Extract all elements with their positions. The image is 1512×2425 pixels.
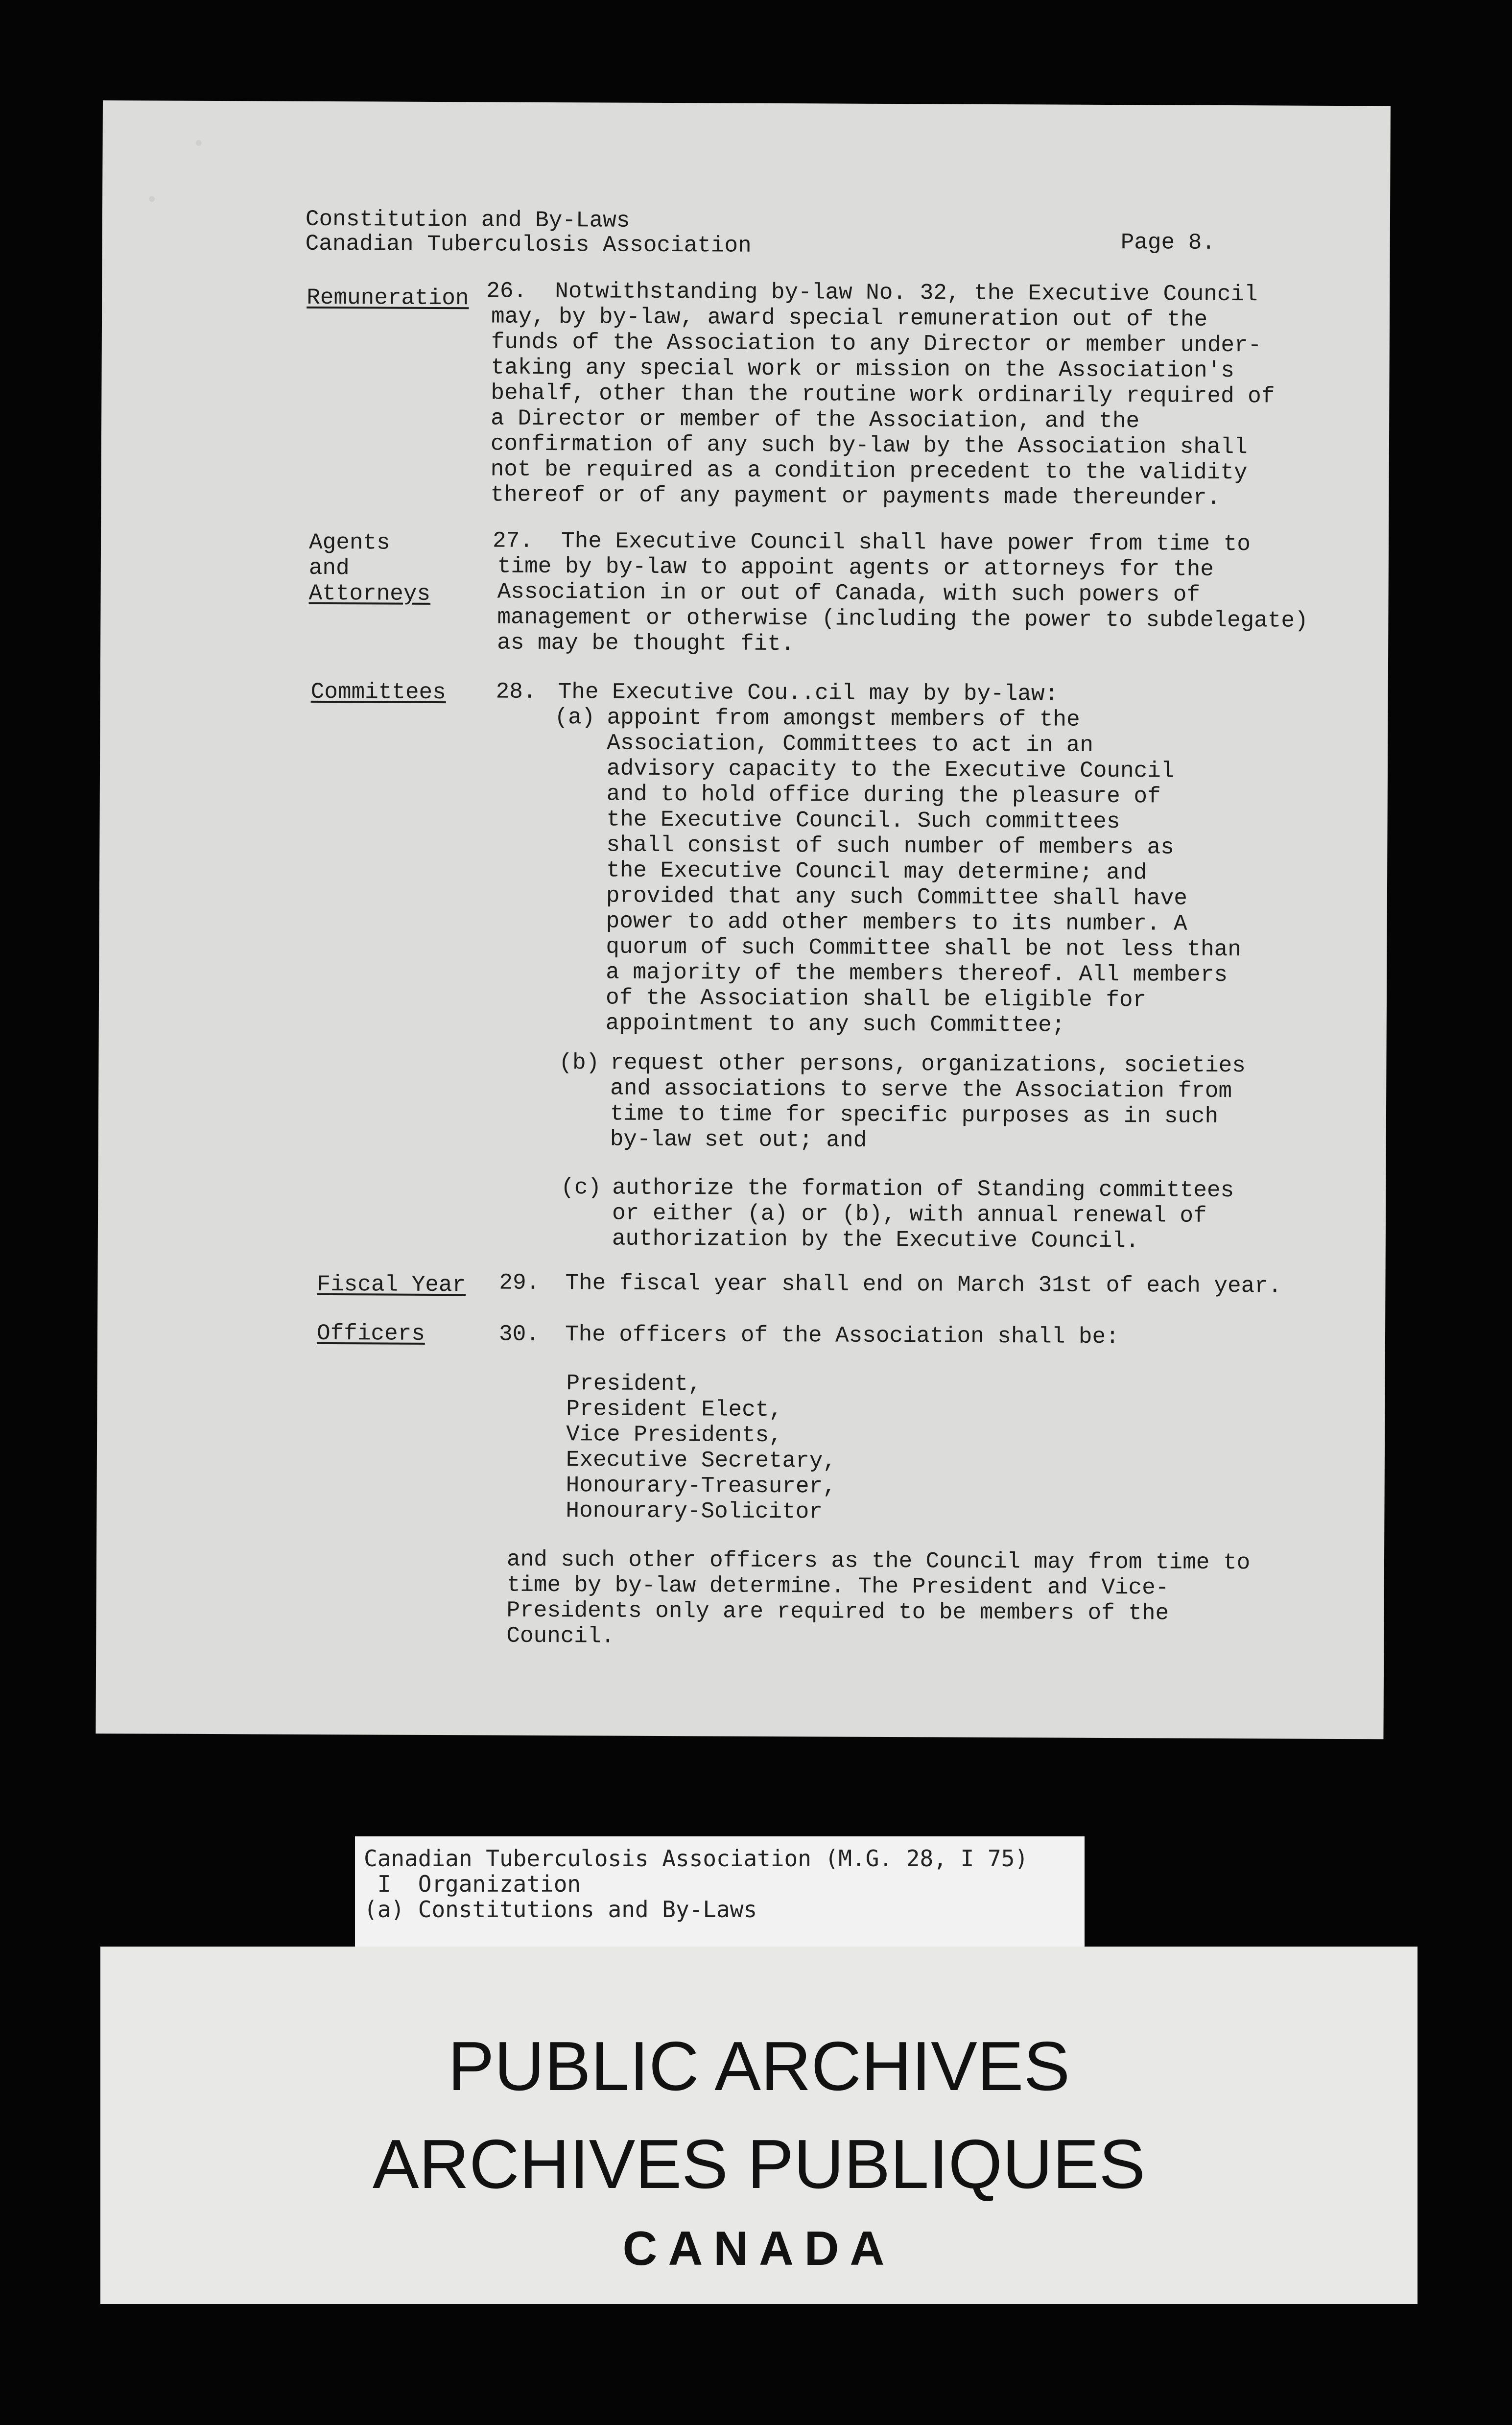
item-text: request other persons, organizations, societies and associations to serve the Association from time to time for specific purposes as in such by-law set out; and	[610, 1050, 1246, 1153]
officer-item: Vice Presidents,	[566, 1422, 782, 1449]
label-line: Canadian Tuberculosis Association (M.G. 28, I 75)	[364, 1845, 1029, 1872]
page-speck	[149, 196, 155, 202]
section-text: The fiscal year shall end on March 31st of each year.	[565, 1270, 1282, 1299]
section-number: 27.	[492, 528, 534, 554]
item-letter: (a)	[554, 705, 595, 731]
page-speck	[196, 140, 202, 146]
section-number: 29.	[499, 1270, 540, 1296]
section-number: 30.	[498, 1321, 540, 1347]
section-number: 28.	[496, 679, 537, 705]
margin-heading-fiscal-year: Fiscal Year	[317, 1271, 466, 1298]
section-text-continued: may, by by-law, award special remuneration out of the funds of the Association to any Director or member under- taking any special work or mission on the Association's behalf, other than the routine work ordinarily required of a Director or member of the Association, and the confirmation of any such by-law by the Association shall not be required as a condition precedent to the validity thereof or of any payment or payments made thereunder.	[490, 304, 1275, 511]
margin-heading-and: and	[308, 555, 350, 581]
margin-heading-attorneys: Attorneys	[308, 580, 431, 607]
public-archives-card	[100, 1947, 1418, 2304]
section-number: 26.	[486, 278, 527, 304]
margin-heading-remuneration: Remuneration	[307, 285, 469, 311]
margin-heading-agents: Agents	[308, 529, 390, 556]
officer-item: Honourary-Treasurer,	[566, 1473, 836, 1499]
document-page	[95, 100, 1391, 1739]
officers-list	[566, 1371, 836, 1524]
section-intro: The Executive Cou..cil may by by-law:	[558, 679, 1059, 707]
header-title-line1: Constitution and By-Laws	[305, 206, 630, 234]
label-line: I Organization	[364, 1871, 581, 1897]
closing-paragraph: and such other officers as the Council may from time to time by by-law determine. The President and Vice- Presidents only are required to be members of the Council.	[506, 1546, 1251, 1649]
margin-heading-officers: Officers	[316, 1320, 425, 1347]
item-letter: (b)	[559, 1050, 600, 1076]
section-text-continued: time by by-law to appoint agents or attorneys for the Association in or out of Canada, with such powers of management or otherwise (including the power to subdelegate) as may be thought fit.	[497, 553, 1308, 657]
item-letter: (c)	[561, 1175, 602, 1201]
label-line: (a) Constitutions and By-Laws	[364, 1896, 757, 1923]
officer-item: Executive Secretary,	[566, 1447, 837, 1474]
officer-item: Honourary-Solicitor	[566, 1498, 823, 1525]
archive-country: CANADA	[622, 2221, 896, 2275]
section-text: Notwithstanding by-law No. 32, the Executive Council	[555, 279, 1258, 308]
archive-title-english: PUBLIC ARCHIVES	[448, 2027, 1070, 2105]
officer-item: President,	[566, 1371, 702, 1397]
header-title-line2: Canadian Tuberculosis Association	[305, 231, 752, 259]
archive-reference-label	[355, 1836, 1085, 1947]
page-number: Page 8.	[1120, 230, 1216, 256]
item-text: appoint from amongst members of the Association, Committees to act in an advisory capacity to the Executive Council and to hold office during the pleasure of the Executive Council. Such committees shall consist of such number of members as the Executive Council may determine; and provided that any such Committee shall have power to add other members to its number. A quorum of such Committee shall be not less than a majority of the members thereof. All members of the Association shall be eligible for appointment to any such Committee;	[605, 705, 1241, 1038]
archive-title-french: ARCHIVES PUBLIQUES	[372, 2125, 1146, 2203]
margin-heading-committees: Committees	[310, 679, 446, 706]
item-text: authorize the formation of Standing committees or either (a) or (b), with annual renewal of authorization by the Executive Council.	[612, 1175, 1234, 1254]
officer-item: President Elect,	[566, 1396, 783, 1423]
section-text: The Executive Council shall have power from time to	[561, 528, 1251, 557]
section-text: The officers of the Association shall be:	[565, 1322, 1119, 1350]
